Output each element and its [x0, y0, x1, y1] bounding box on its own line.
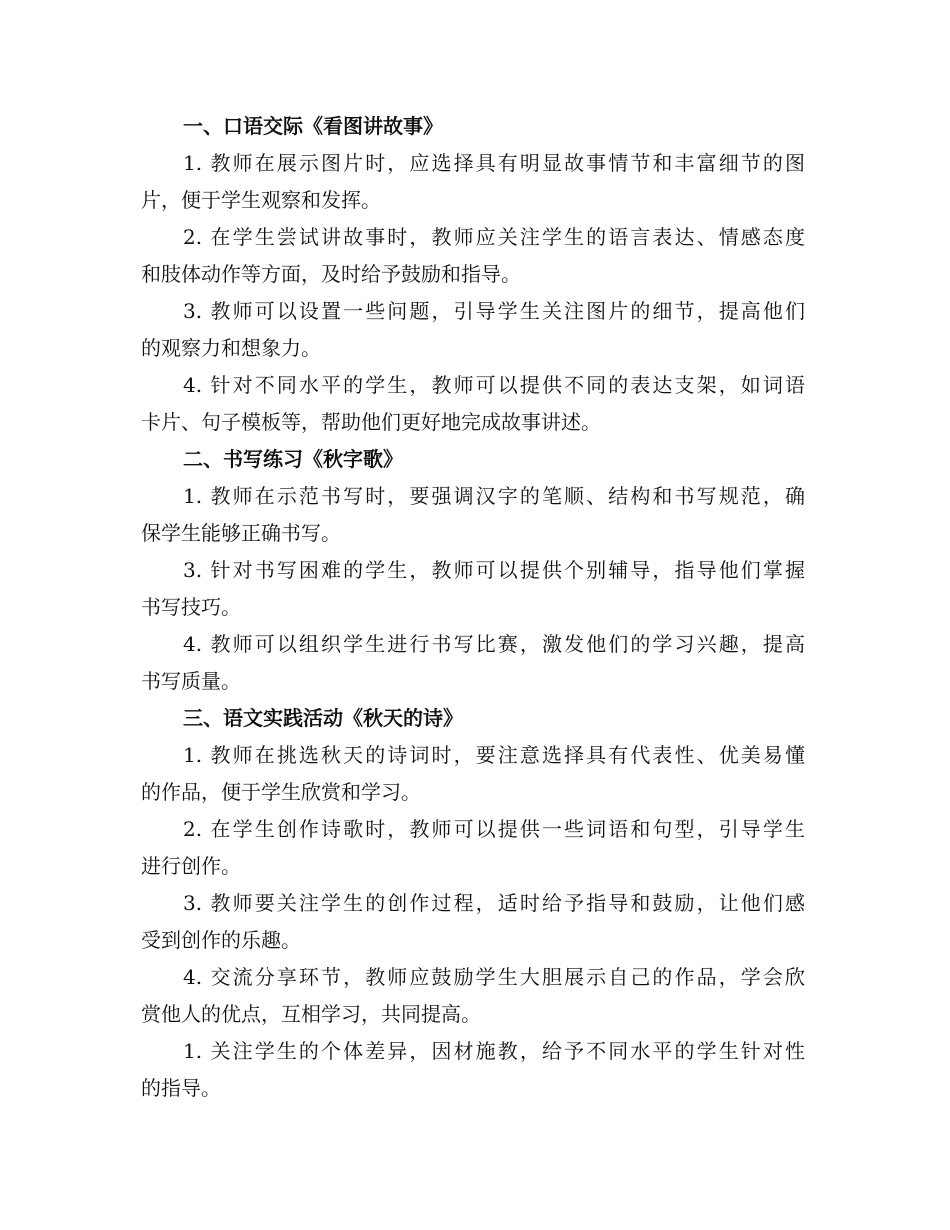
paragraph-line: 2. 在学生创作诗歌时，教师可以提供一些词语和句型，引导学生: [183, 817, 805, 841]
paragraph-line: 和肢体动作等方面，及时给予鼓励和指导。: [141, 262, 521, 286]
paragraph-line: 片，便于学生观察和发挥。: [141, 188, 381, 212]
paragraph: [141, 367, 805, 441]
paragraph-line: 1. 教师在展示图片时，应选择具有明显故事情节和丰富细节的图: [183, 151, 805, 175]
paragraph-line: 3. 教师要关注学生的创作过程，适时给予指导和鼓励，让他们感: [183, 891, 805, 915]
paragraph-line: 1. 教师在挑选秋天的诗词时，要注意选择具有代表性、优美易懂: [183, 743, 805, 767]
paragraph-line: 3. 教师可以设置一些问题，引导学生关注图片的细节，提高他们: [183, 299, 805, 323]
paragraph-line: 赏他人的优点，互相学习，共同提高。: [141, 1002, 481, 1026]
paragraph: [141, 478, 805, 552]
paragraph-line: 进行创作。: [141, 854, 241, 878]
paragraph-line: 3. 针对书写困难的学生，教师可以提供个别辅导，指导他们掌握: [183, 558, 805, 582]
paragraph-line: 4. 针对不同水平的学生，教师可以提供不同的表达支架，如词语: [183, 373, 805, 397]
paragraph-line: 的作品，便于学生欣赏和学习。: [141, 780, 421, 804]
paragraph-line: 受到创作的乐趣。: [141, 928, 301, 952]
paragraph: [141, 219, 805, 293]
paragraph: [141, 737, 805, 811]
paragraph-line: 书写技巧。: [141, 595, 241, 619]
paragraph: [141, 145, 805, 219]
paragraph: [141, 959, 805, 1033]
paragraph-line: 保学生能够正确书写。: [141, 521, 341, 545]
paragraph-line: 4. 交流分享环节，教师应鼓励学生大胆展示自己的作品，学会欣: [183, 965, 805, 989]
paragraph-line: 的观察力和想象力。: [141, 336, 321, 360]
paragraph-line: 2. 在学生尝试讲故事时，教师应关注学生的语言表达、情感态度: [183, 225, 805, 249]
paragraph: [141, 1033, 805, 1107]
paragraph: [141, 811, 805, 885]
paragraph-line: 1. 教师在示范书写时，要强调汉字的笔顺、结构和书写规范，确: [183, 484, 805, 508]
paragraph-line: 1. 关注学生的个体差异，因材施教，给予不同水平的学生针对性: [183, 1039, 805, 1063]
paragraph-line: 4. 教师可以组织学生进行书写比赛，激发他们的学习兴趣，提高: [183, 632, 805, 656]
section-heading-3: 三、语文实践活动《秋天的诗》: [183, 706, 463, 730]
paragraph: [141, 626, 805, 700]
paragraph: [141, 293, 805, 367]
paragraph-line: 书写质量。: [141, 669, 241, 693]
paragraph-line: 的指导。: [141, 1076, 221, 1100]
section-heading-1: 一、口语交际《看图讲故事》: [183, 114, 443, 138]
paragraph: [141, 885, 805, 959]
document-body: [141, 108, 805, 1107]
paragraph-line: 卡片、句子模板等，帮助他们更好地完成故事讲述。: [141, 410, 601, 434]
paragraph: [141, 552, 805, 626]
section-heading-2: 二、书写练习《秋字歌》: [183, 447, 403, 471]
